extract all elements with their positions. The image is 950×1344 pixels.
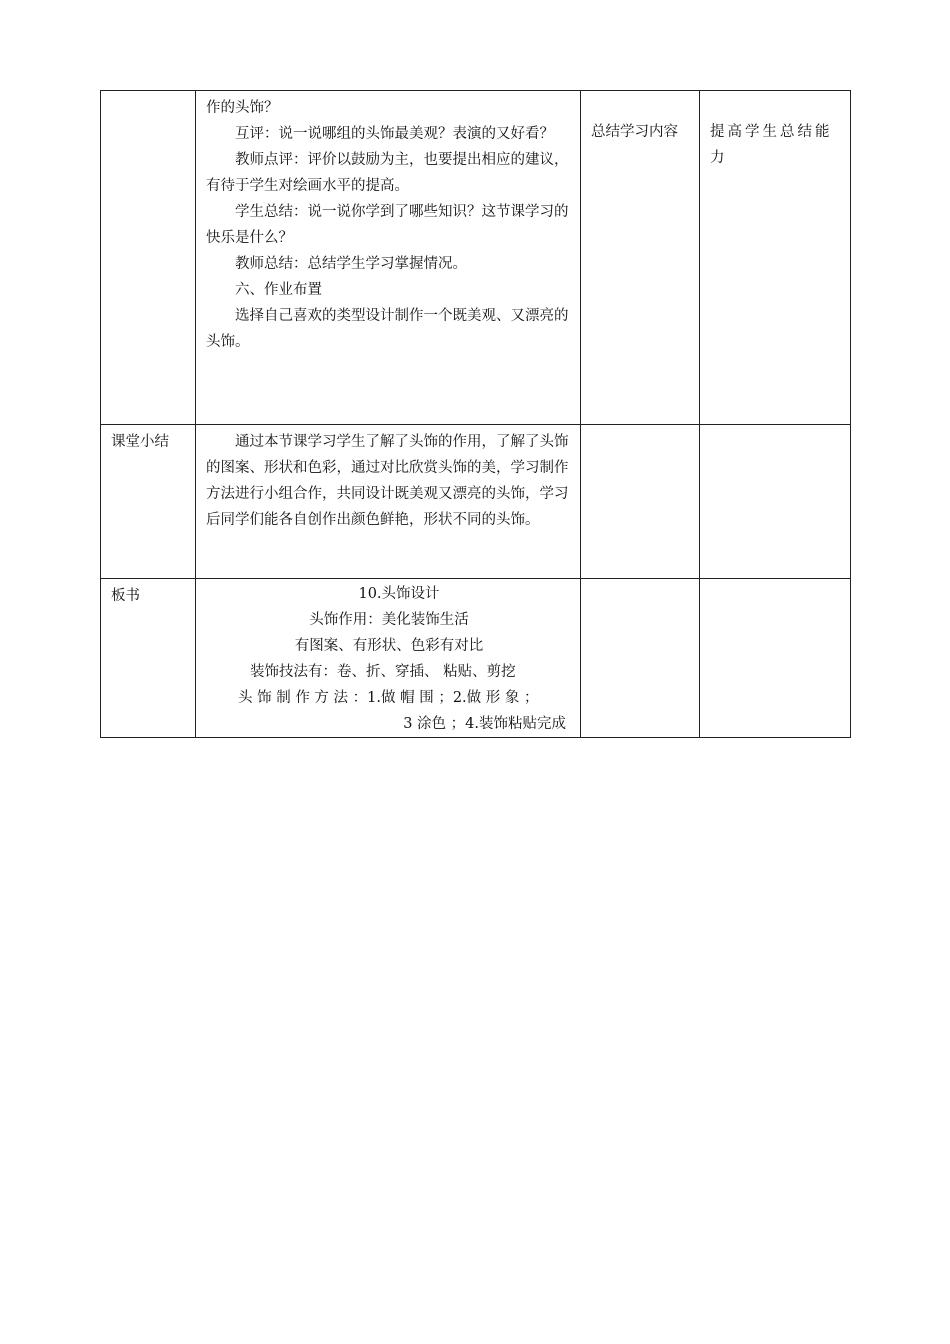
board-line-1: 10.头饰设计 [358,586,440,602]
row1-label-cell [101,91,196,425]
row1-purpose-cell [700,91,851,425]
row3-content-cell [196,579,581,738]
row3-purpose-cell [700,579,851,738]
row-summary [101,425,851,579]
board-label: 板书 [111,588,140,604]
content-line-1: 作的头饰？ [206,100,279,116]
row3-teacher-cell [581,579,700,738]
board-line-6: 3 涂色 ；4.装饰粘贴完成 [403,716,566,732]
row1-teacher-cell [581,91,700,425]
summary-label: 课堂小结 [111,434,169,450]
lesson-plan-table [100,90,851,738]
content-line-5: 教师总结：总结学生学习掌握情况。 [235,256,467,272]
row3-label-cell [101,579,196,738]
content-line-3: 教师点评：评价以鼓励为主，也要提出相应的建议，有待于学生对绘画水平的提高。 [206,152,569,194]
board-line-2: 头饰作用：美化装饰生活 [309,612,469,628]
content-line-4: 学生总结：说一说你学到了哪些知识？这节课学习的快乐是什么？ [206,204,569,246]
board-line-3: 有图案、有形状、色彩有对比 [294,638,484,654]
teacher-activity-text: 总结学习内容 [591,124,678,140]
row-activities [101,91,851,425]
row1-content-cell [196,91,581,425]
summary-text: 通过本节课学习学生了解了头饰的作用，了解了头饰的图案、形状和色彩，通过对比欣赏头饰的美，学习制作方法进行小组合作，共同设计既美观又漂亮的头饰，学习后同学们能各自创作出颜色鲜艳，形状不同的头饰。 [206,434,569,528]
row2-label-cell [101,425,196,579]
board-line-5: 头 饰 制 作 方 法 ：1.做 帽 围 ；2.做 形 象 ； [238,690,539,706]
row2-purpose-cell [700,425,851,579]
content-line-2: 互评：说一说哪组的头饰最美观？表演的又好看？ [235,126,554,142]
row-board [101,579,851,738]
content-line-7: 选择自己喜欢的类型设计制作一个既美观、又漂亮的头饰。 [206,308,569,350]
row2-teacher-cell [581,425,700,579]
row2-content-cell [196,425,581,579]
purpose-text: 提高学生总结能力 [710,124,833,166]
content-line-6: 六、作业布置 [235,282,322,298]
board-line-4: 装饰技法有：卷、折、穿插、 粘贴、剪挖 [250,664,516,680]
